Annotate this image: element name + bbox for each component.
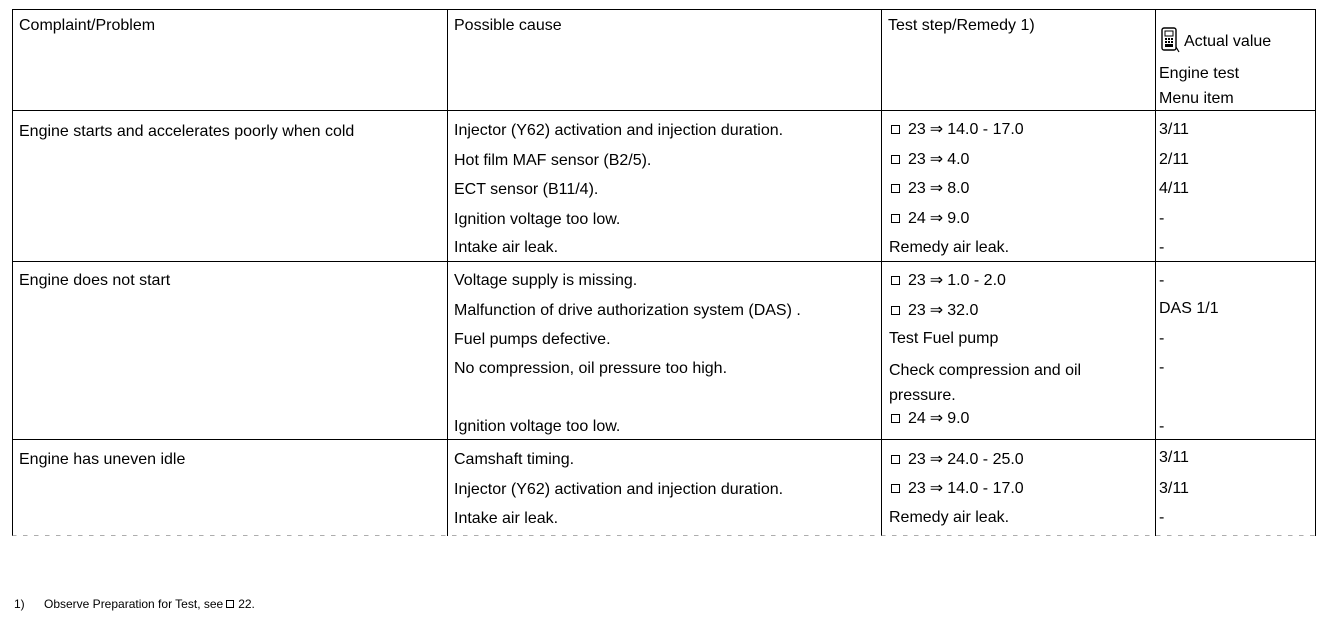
diagnostic-tester-icon: [1160, 27, 1180, 53]
table-left-border: [12, 9, 13, 536]
implies-arrow: ⇒: [929, 302, 944, 319]
test-value: 24.0 - 25.0: [947, 451, 1024, 468]
implies-arrow: ⇒: [929, 210, 944, 227]
table-top-border: [12, 9, 1316, 10]
remedy-cell: Remedy air leak.: [889, 239, 1010, 256]
header-cause: Possible cause: [454, 17, 562, 34]
test-step-cell: [891, 150, 969, 170]
col-divider-actual: [1155, 9, 1156, 536]
test-value: 1.0 - 2.0: [947, 272, 1006, 289]
reference-box-icon: [891, 155, 900, 164]
actual-value-cell: -: [1159, 239, 1165, 256]
test-step-cell: [891, 271, 1006, 291]
implies-arrow: ⇒: [929, 272, 944, 289]
col-divider-test: [881, 9, 882, 536]
cause-cell: Ignition voltage too low.: [454, 418, 621, 435]
reference-box-icon: [891, 125, 900, 134]
cause-cell: Intake air leak.: [454, 510, 559, 527]
footnote-ref: 22.: [238, 597, 255, 611]
test-ref: 23: [908, 451, 926, 468]
remedy-cell: Test Fuel pump: [889, 330, 999, 347]
cause-cell: Malfunction of drive authorization system (DAS) .: [454, 302, 801, 319]
test-value: 4.0: [947, 151, 970, 168]
test-ref: 24: [908, 210, 926, 227]
diagnosis-table: [12, 9, 1316, 536]
actual-value-cell: 2/11: [1159, 151, 1189, 168]
actual-value-cell: -: [1159, 359, 1165, 376]
implies-arrow: ⇒: [929, 480, 944, 497]
test-step-cell: [891, 450, 1024, 470]
actual-value-cell: -: [1159, 272, 1165, 289]
group2-bottom-border: [12, 439, 1316, 440]
test-value: 9.0: [947, 210, 970, 227]
header-engine-test: Engine test: [1159, 65, 1240, 82]
group1-bottom-border: [12, 261, 1316, 262]
test-step-cell: [891, 479, 1024, 499]
cause-cell: Hot film MAF sensor (B2/5).: [454, 152, 652, 169]
cause-cell: Fuel pumps defective.: [454, 331, 611, 348]
cause-cell: Ignition voltage too low.: [454, 211, 621, 228]
header-test-step: Test step/Remedy 1): [888, 17, 1035, 34]
test-value: 14.0 - 17.0: [947, 480, 1024, 497]
reference-box-icon: [891, 276, 900, 285]
cause-cell: Voltage supply is missing.: [454, 272, 638, 289]
table-right-border: [1315, 9, 1316, 536]
implies-arrow: ⇒: [929, 451, 944, 468]
remedy-cell: Remedy air leak.: [889, 509, 1010, 526]
test-ref: 23: [908, 272, 926, 289]
header-menu-item: Menu item: [1159, 90, 1234, 107]
page-seam: [12, 535, 1316, 536]
cause-cell: ECT sensor (B11/4).: [454, 181, 599, 198]
test-step-cell: [891, 409, 969, 429]
test-value: 9.0: [947, 410, 970, 427]
header-complaint: Complaint/Problem: [19, 17, 156, 34]
actual-value-cell: 3/11: [1159, 121, 1189, 138]
actual-value-cell: 4/11: [1159, 180, 1189, 197]
cause-cell: Injector (Y62) activation and injection duration.: [454, 481, 784, 498]
header-actual-value: [1160, 27, 1271, 53]
footnote: [14, 596, 255, 612]
reference-box-icon: [226, 600, 234, 608]
header-bottom-border: [12, 110, 1316, 111]
footnote-mark: 1): [14, 597, 25, 611]
test-step-cell: [891, 120, 1024, 140]
remedy-cell: Check compression and oil pressure.: [889, 362, 1082, 404]
implies-arrow: ⇒: [929, 410, 944, 427]
reference-box-icon: [891, 214, 900, 223]
reference-box-icon: [891, 306, 900, 315]
test-step-cell: [891, 179, 969, 199]
actual-value-cell: 3/11: [1159, 480, 1189, 497]
test-step-cell: [891, 301, 978, 321]
test-ref: 24: [908, 410, 926, 427]
actual-value-cell: DAS 1/1: [1159, 300, 1219, 317]
footnote-text: Observe Preparation for Test, see: [44, 597, 224, 611]
cause-cell: No compression, oil pressure too high.: [454, 360, 728, 377]
reference-box-icon: [891, 484, 900, 493]
reference-box-icon: [891, 414, 900, 423]
test-ref: 23: [908, 302, 926, 319]
col-divider-cause: [447, 9, 448, 536]
reference-box-icon: [891, 184, 900, 193]
test-ref: 23: [908, 151, 926, 168]
test-step-cell: [891, 209, 969, 229]
cause-cell: Camshaft timing.: [454, 451, 575, 468]
actual-value-cell: -: [1159, 210, 1165, 227]
actual-value-cell: -: [1159, 509, 1165, 526]
reference-box-icon: [891, 455, 900, 464]
implies-arrow: ⇒: [929, 151, 944, 168]
complaint-cell: Engine starts and accelerates poorly when cold: [19, 123, 355, 140]
complaint-cell: Engine does not start: [19, 272, 171, 289]
test-ref: 23: [908, 121, 926, 138]
test-value: 8.0: [947, 180, 970, 197]
cause-cell: Intake air leak.: [454, 239, 559, 256]
cause-cell: Injector (Y62) activation and injection duration.: [454, 122, 784, 139]
actual-value-label: Actual value: [1184, 33, 1272, 50]
test-value: 32.0: [947, 302, 979, 319]
actual-value-cell: -: [1159, 330, 1165, 347]
actual-value-cell: 3/11: [1159, 449, 1189, 466]
complaint-cell: Engine has uneven idle: [19, 451, 186, 468]
test-value: 14.0 - 17.0: [947, 121, 1024, 138]
implies-arrow: ⇒: [929, 121, 944, 138]
actual-value-cell: -: [1159, 418, 1165, 435]
test-ref: 23: [908, 180, 926, 197]
implies-arrow: ⇒: [929, 180, 944, 197]
test-ref: 23: [908, 480, 926, 497]
